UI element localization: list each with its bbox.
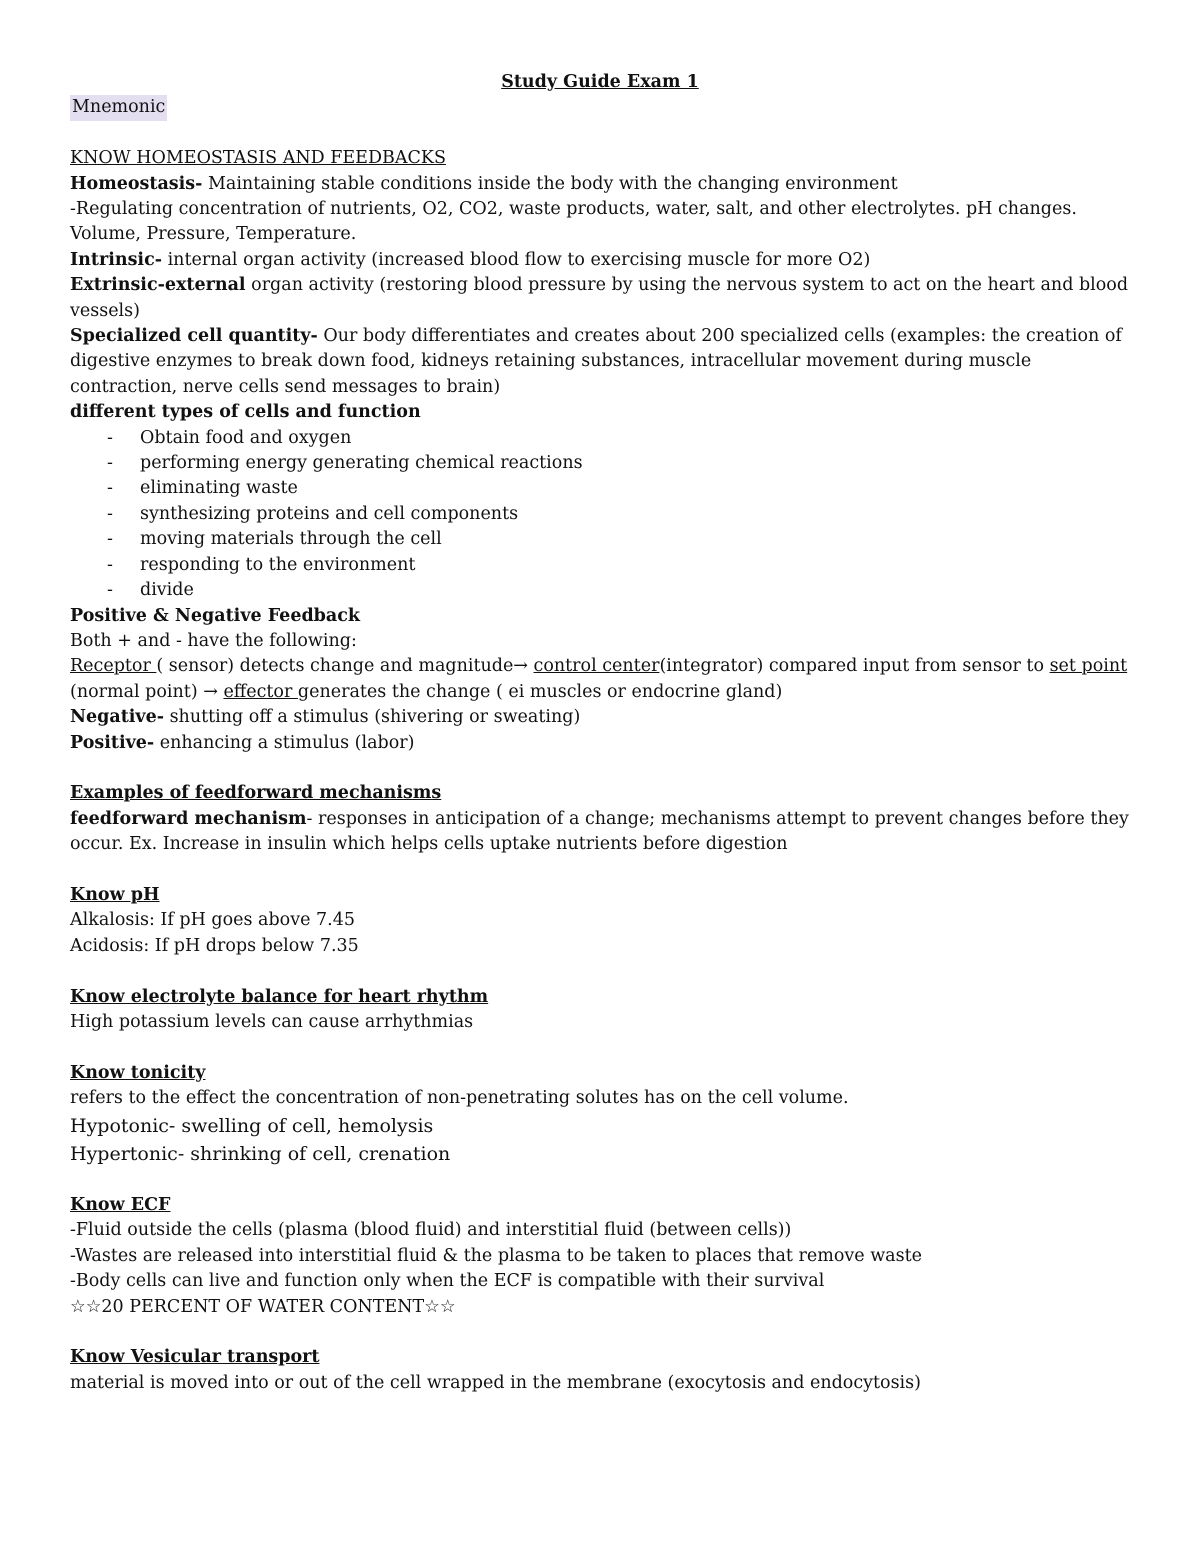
list-item: - eliminating waste bbox=[107, 478, 298, 499]
feedback-heading: Positive & Negative Feedback bbox=[70, 605, 361, 626]
feedforward-definition: feedforward mechanism- responses in anticipation of a change; mechanisms attempt to prevent changes before they occur. Ex. Increase in insulin which helps cells uptake nutrients before digestion bbox=[70, 808, 1129, 855]
electrolyte-heading: Know electrolyte balance for heart rhythm bbox=[70, 986, 489, 1007]
hypertonic-text: Hypertonic- shrinking of cell, crenation bbox=[70, 1142, 451, 1165]
list-item: - divide bbox=[107, 580, 194, 601]
feedback-loop-text: Receptor ( sensor) detects change and magnitude→ control center(integrator) compared input from sensor to set point (normal point) → effector generates the change ( ei muscles or endocrine gland) bbox=[70, 656, 1128, 702]
ecf-heading: Know ECF bbox=[70, 1194, 171, 1215]
list-item: - moving materials through the cell bbox=[107, 529, 442, 550]
positive-feedback: Positive- enhancing a stimulus (labor) bbox=[70, 732, 415, 753]
list-item: - synthesizing proteins and cell components bbox=[107, 503, 519, 524]
regulating-text: -Regulating concentration of nutrients, O2, CO2, waste products, water, salt, and other electrolytes. pH changes. Volume, Pressure, Temperature. bbox=[70, 199, 1077, 245]
extrinsic-definition: Extrinsic-external organ activity (restoring blood pressure by using the nervous system to act on the heart and blood vessels) bbox=[70, 275, 1129, 321]
hypotonic-text: Hypotonic- swelling of cell, hemolysis bbox=[70, 1114, 434, 1137]
ecf-star-line: ☆☆20 PERCENT OF WATER CONTENT☆☆ bbox=[70, 1296, 456, 1317]
tonicity-text: refers to the effect the concentration of non-penetrating solutes has on the cell volume. bbox=[70, 1088, 849, 1109]
acidosis-text: Acidosis: If pH drops below 7.35 bbox=[70, 935, 359, 956]
ecf-line: -Fluid outside the cells (plasma (blood fluid) and interstitial fluid (between cells)) bbox=[70, 1220, 792, 1241]
feedforward-heading: Examples of feedforward mechanisms bbox=[70, 783, 442, 804]
ph-heading: Know pH bbox=[70, 884, 160, 905]
mnemonic-highlight: Mnemonic bbox=[70, 95, 167, 120]
electrolyte-text: High potassium levels can cause arrhythmias bbox=[70, 1011, 474, 1032]
list-item: - performing energy generating chemical reactions bbox=[107, 453, 583, 474]
homeostasis-heading: KNOW HOMEOSTASIS AND FEEDBACKS bbox=[70, 148, 446, 169]
list-item: - Obtain food and oxygen bbox=[107, 427, 352, 448]
specialized-definition: Specialized cell quantity- Our body differentiates and creates about 200 specialized cells (examples: the creation of digestive enzymes to break down food, kidneys retaining substances, intracellular movement during muscle contraction, nerve cells send messages to brain) bbox=[70, 326, 1122, 397]
negative-feedback: Negative- shutting off a stimulus (shivering or sweating) bbox=[70, 707, 581, 728]
feedback-both: Both + and - have the following: bbox=[70, 630, 357, 651]
document-page bbox=[70, 70, 1130, 1396]
tonicity-heading: Know tonicity bbox=[70, 1062, 206, 1083]
ecf-line: -Wastes are released into interstitial fluid & the plasma to be taken to places that remove waste bbox=[70, 1245, 922, 1266]
cell-types-heading: different types of cells and function bbox=[70, 402, 421, 423]
vesicular-heading: Know Vesicular transport bbox=[70, 1347, 320, 1368]
homeostasis-definition: Homeostasis- Maintaining stable conditions inside the body with the changing environment bbox=[70, 173, 898, 194]
alkalosis-text: Alkalosis: If pH goes above 7.45 bbox=[70, 910, 355, 931]
list-item: - responding to the environment bbox=[107, 554, 416, 575]
page-title: Study Guide Exam 1 bbox=[501, 72, 699, 92]
intrinsic-definition: Intrinsic- internal organ activity (increased blood flow to exercising muscle for more O2) bbox=[70, 249, 871, 270]
vesicular-text: material is moved into or out of the cell wrapped in the membrane (exocytosis and endocytosis) bbox=[70, 1372, 921, 1393]
ecf-line: -Body cells can live and function only when the ECF is compatible with their survival bbox=[70, 1271, 825, 1292]
cell-types-list bbox=[70, 426, 1130, 604]
